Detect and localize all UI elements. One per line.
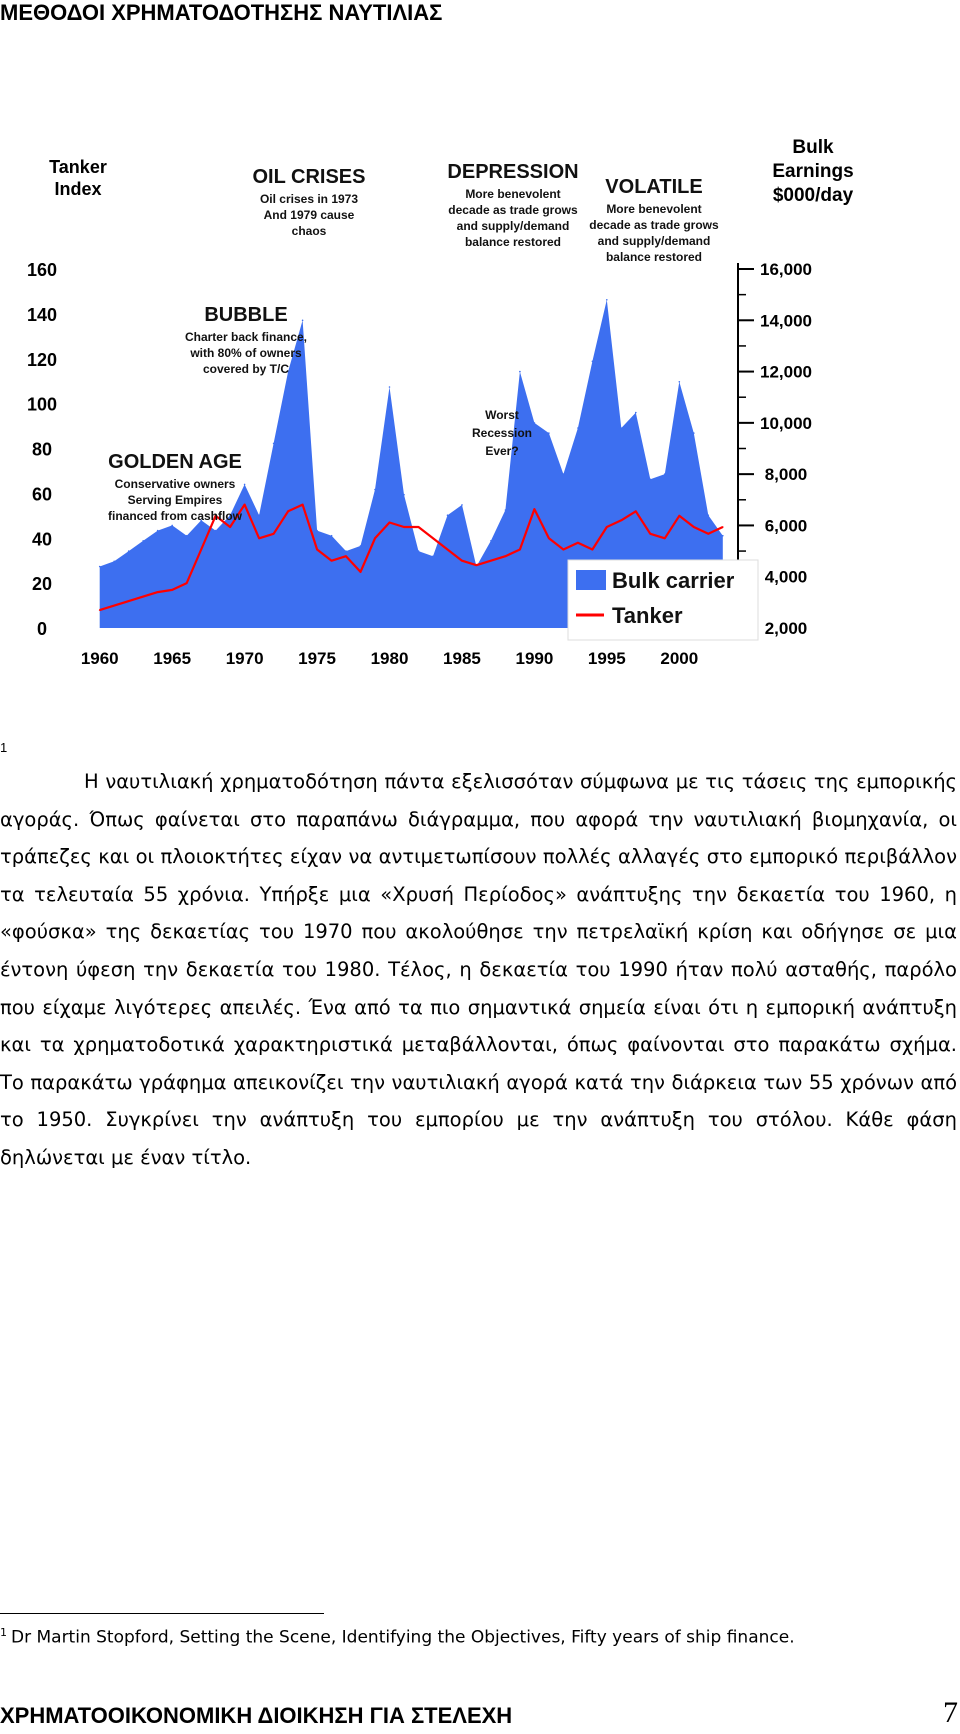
x-tick-label: 1975 <box>298 649 336 668</box>
bulk-carrier-point <box>679 381 681 383</box>
right-tick-label: 14,000 <box>760 311 812 331</box>
tanker-point <box>548 538 550 540</box>
tanker-point <box>577 542 579 544</box>
left-tick-label: 160 <box>26 260 58 280</box>
bulk-carrier-point <box>548 432 550 434</box>
bulk-carrier-point <box>650 479 652 481</box>
bulk-carrier-point <box>461 504 463 506</box>
right-tick-label: 6,000 <box>764 516 808 536</box>
left-tick-label: 0 <box>36 619 48 639</box>
x-tick-label: 1965 <box>153 649 192 668</box>
x-tick-label: 2000 <box>660 649 699 668</box>
bulk-carrier-point <box>157 530 159 532</box>
tanker-point <box>635 511 637 513</box>
bulk-carrier-point <box>186 535 188 537</box>
left-tick-label: 120 <box>26 349 58 370</box>
bulk-carrier-point <box>142 540 144 542</box>
x-tick-label: 1985 <box>443 649 481 668</box>
right-tick-label: 10,000 <box>760 413 812 433</box>
tanker-point <box>244 504 246 506</box>
chart-footnote-mark: 1 <box>0 740 8 755</box>
left-tick-label: 20 <box>31 574 53 595</box>
tanker-point <box>606 526 608 528</box>
x-tick-label: 1980 <box>370 649 409 668</box>
bulk-carrier-point <box>447 514 449 516</box>
annotation-title: GOLDEN AGE <box>108 451 242 473</box>
footnote-separator <box>0 1613 324 1614</box>
tanker-point <box>316 549 318 551</box>
footnote-number: 1 <box>0 1626 7 1639</box>
annotation-line: Serving Empires <box>127 493 223 507</box>
tanker-point <box>403 526 405 528</box>
right-tick-label: 8,000 <box>764 465 808 485</box>
tanker-point <box>476 564 478 566</box>
bulk-carrier-point <box>99 566 101 568</box>
annotation-title: DEPRESSION <box>447 161 579 183</box>
tanker-point <box>418 526 420 528</box>
bulk-carrier-point <box>664 473 666 475</box>
right-axis-title: $000/day <box>772 185 854 206</box>
tanker-point <box>229 526 231 528</box>
x-tick-label: 1960 <box>80 649 119 668</box>
bulk-carrier-point <box>432 555 434 557</box>
right-tick-label: 4,000 <box>764 567 808 587</box>
annotation-line: balance restored <box>464 235 562 249</box>
left-tick-label: 40 <box>31 529 53 550</box>
bulk-carrier-point <box>418 550 420 552</box>
bulk-carrier-point <box>258 514 260 516</box>
tanker-point <box>679 515 681 517</box>
annotation-line: And 1979 cause <box>263 208 355 222</box>
bulk-carrier-point <box>635 412 637 414</box>
tanker-point <box>563 549 565 551</box>
tanker-point <box>490 560 492 562</box>
bulk-carrier-point <box>331 535 333 537</box>
x-tick-label: 1990 <box>515 649 554 668</box>
tanker-point <box>374 538 376 540</box>
tanker-point <box>461 560 463 562</box>
bulk-carrier-point <box>345 550 347 552</box>
bulk-carrier-point <box>128 550 130 552</box>
tanker-point <box>592 549 594 551</box>
annotation-line: Recession <box>471 426 533 440</box>
left-tick-label: 140 <box>26 304 58 325</box>
annotation-title: OIL CRISES <box>252 166 366 188</box>
x-tick-label: 1970 <box>225 649 264 668</box>
left-tick-label: 100 <box>26 394 58 415</box>
tanker-point <box>200 549 202 551</box>
tanker-point <box>708 533 710 535</box>
annotation-line: decade as trade grows <box>448 203 578 217</box>
right-axis-title: Earnings <box>772 161 854 182</box>
tanker-point <box>693 526 695 528</box>
x-tick-label: 1995 <box>587 649 626 668</box>
tanker-point <box>432 538 434 540</box>
bulk-carrier-point <box>215 530 217 532</box>
right-axis-title: Bulk <box>792 137 834 158</box>
page-number: 7 <box>943 1696 958 1729</box>
annotation-line: More benevolent <box>465 187 561 201</box>
annotation-line: chaos <box>291 224 327 238</box>
annotation-line: decade as trade grows <box>589 218 719 232</box>
chart-svg <box>0 137 854 750</box>
left-axis-title: Index <box>54 179 102 199</box>
tanker-point <box>650 533 652 535</box>
annotation-line: Worst <box>485 408 519 422</box>
tanker-point <box>142 596 144 598</box>
bulk-carrier-point <box>403 494 405 496</box>
bulk-carrier-point <box>316 530 318 532</box>
tanker-point <box>447 549 449 551</box>
bulk-carrier-point <box>113 561 115 563</box>
tanker-point <box>273 533 275 535</box>
bulk-carrier-point <box>490 540 492 542</box>
tanker-point <box>360 571 362 573</box>
tanker-point <box>722 526 724 528</box>
bulk-carrier-point <box>592 361 594 363</box>
bulk-carrier-point <box>621 427 623 429</box>
tanker-point <box>664 538 666 540</box>
bulk-carrier-point <box>722 535 724 537</box>
tanker-point <box>186 582 188 584</box>
annotation-line: financed from cashflow <box>107 509 243 523</box>
right-tick-label: 12,000 <box>760 362 812 382</box>
annotation-line: More benevolent <box>606 202 702 216</box>
legend-label-tanker: Tanker <box>612 603 683 628</box>
tanker-point <box>113 605 115 607</box>
tanker-point <box>505 555 507 557</box>
annotation-line: covered by T/C <box>202 362 290 376</box>
tanker-point <box>99 609 101 611</box>
left-axis-title: Tanker <box>49 157 107 177</box>
annotation-line: Charter back finance, <box>184 330 308 344</box>
bulk-carrier-point <box>534 422 536 424</box>
right-tick-label: 16,000 <box>760 260 812 279</box>
bulk-carrier-point <box>693 432 695 434</box>
annotation-line: Oil crises in 1973 <box>259 192 359 206</box>
annotation-title: VOLATILE <box>605 176 703 198</box>
page-footer-title: ΧΡΗΜΑΤΟΟΙΚΟΝΟΜΙΚΗ ΔΙΟΙΚΗΣΗ ΓΙΑ ΣΤΕΛΕΧΗ <box>0 1703 513 1728</box>
bulk-carrier-point <box>171 525 173 527</box>
bulk-carrier-point <box>519 371 521 373</box>
bulk-carrier-point <box>606 299 608 301</box>
annotation-line: Conservative owners <box>114 477 236 491</box>
legend-label-bulk: Bulk carrier <box>612 568 735 593</box>
bulk-carrier-point <box>374 489 376 491</box>
bulk-carrier-point <box>302 320 304 322</box>
legend-swatch-bulk <box>576 570 606 590</box>
tanker-point <box>534 508 536 510</box>
tanker-point <box>621 520 623 522</box>
bulk-carrier-point <box>389 386 391 388</box>
shipping-market-chart <box>0 137 854 750</box>
tanker-point <box>171 589 173 591</box>
tanker-point <box>389 522 391 524</box>
bulk-carrier-point <box>244 484 246 486</box>
page-header-title: ΜΕΘΟΔΟΙ ΧΡΗΜΑΤΟΔΟΤΗΣΗΣ ΝΑΥΤΙΛΙΑΣ <box>0 0 443 25</box>
footnote-text: Dr Martin Stopford, Setting the Scene, Identifying the Objectives, Fifty years of ship finance. <box>11 1627 795 1648</box>
annotation-line: with 80% of owners <box>190 346 302 360</box>
tanker-point <box>157 591 159 593</box>
annotation-line: Ever? <box>485 444 519 458</box>
right-tick-label: 2,000 <box>764 619 808 638</box>
tanker-point <box>128 600 130 602</box>
annotation-line: and supply/demand <box>456 219 570 233</box>
annotation-line: and supply/demand <box>597 234 711 248</box>
tanker-point <box>258 538 260 540</box>
bulk-carrier-point <box>577 427 579 429</box>
bulk-carrier-point <box>360 545 362 547</box>
bulk-carrier-point <box>563 473 565 475</box>
left-tick-label: 60 <box>31 484 53 505</box>
tanker-point <box>287 511 289 513</box>
bulk-carrier-point <box>708 514 710 516</box>
body-paragraph <box>0 763 957 1177</box>
tanker-point <box>331 560 333 562</box>
annotation-line: balance restored <box>605 250 703 264</box>
tanker-point <box>345 555 347 557</box>
body-paragraph-text: Η ναυτιλιακή χρηματοδότηση πάντα εξελισσόταν σύμφωνα με τις τάσεις της εμπορικής αγοράς. Όπως φαίνεται στο παραπάνω διάγραμμα, που αφορά την ναυτιλιακή βιομηχανία, οι τράπεζες και οι πλοιοκτήτες είχαν να αντιμετωπίσουν πολλές αλλαγές στο εμπορικό περιβάλλον τα τελευταία 55 χρόνια. Υπήρξε μια «Χρυσή Περίοδος» ανάπτυξης την δεκαετία του 1960, η «φούσκα» της δεκαετίας του 1970 που ακολούθησε την πετρελαϊκή κρίση και οδήγησε σε μια έντονη ύφεση την δεκαετία του 1980. Τέλος, η δεκαετία του 1990 ήταν πολύ ασταθής, παρόλο που είχαμε λιγότερες απειλές. Ένα από τα πιο σημαντικά σημεία είναι ότι η εμπορική ανάπτυξη και τα χρηματοδοτικά χαρακτηριστικά μεταβάλλονται, όπως φαίνονται στο παρακάτω σχήμα. Το παρακάτω γράφημα απεικονίζει την ναυτιλιακή αγορά κατά την διάρκεια των 55 χρόνων από το 1950. Συγκρίνει την ανάπτυξη του εμπορίου με την ανάπτυξη του στόλου. Κάθε φάση δηλώνεται με έναν τίτλο. <box>0 770 957 1169</box>
tanker-point <box>302 504 304 506</box>
bulk-carrier-point <box>273 443 275 445</box>
annotation-title: BUBBLE <box>204 304 288 326</box>
left-tick-label: 80 <box>31 439 53 460</box>
tanker-point <box>519 549 521 551</box>
bulk-carrier-point <box>505 509 507 511</box>
footnote <box>0 1626 795 1648</box>
